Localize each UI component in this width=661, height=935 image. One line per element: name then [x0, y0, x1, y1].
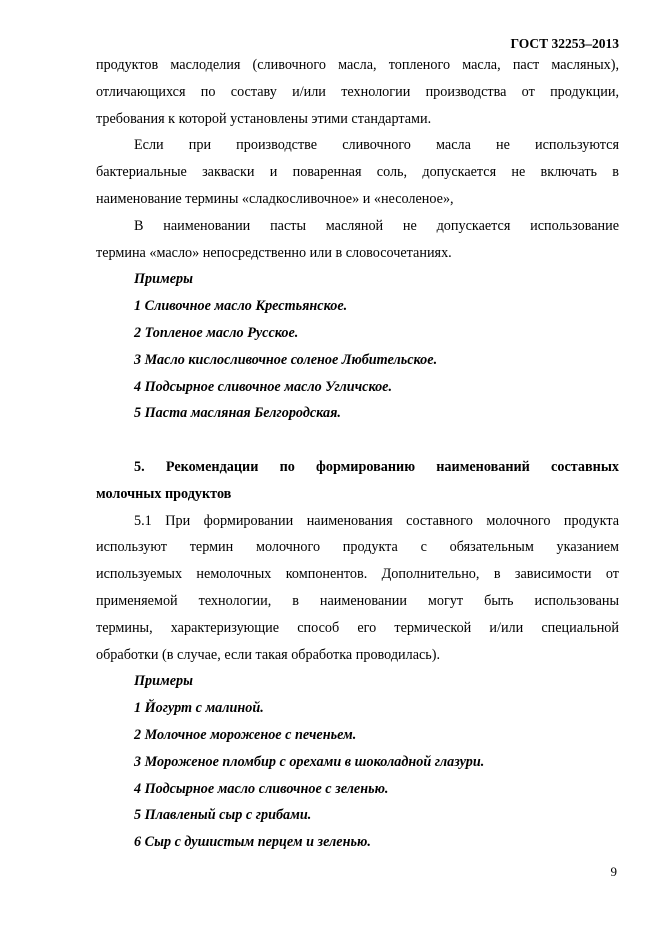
- text-line: В наименовании пасты масляной не допускается использование: [134, 217, 619, 234]
- text-line: применяемой технологии, в наименовании могут быть использованы: [96, 592, 619, 609]
- page-number: 9: [610, 864, 617, 879]
- example-item: 1 Йогурт с малиной.: [134, 700, 264, 717]
- text-line: термина «масло» непосредственно или в словосочетаниях.: [96, 244, 452, 261]
- text-line: продуктов маслоделия (сливочного масла, топленого масла, паст масляных),: [96, 57, 619, 73]
- example-item: 3 Масло кислосливочное соленое Любительское.: [134, 351, 438, 368]
- text-line: бактериальные закваски и поваренная соль, допускается не включать в: [96, 164, 619, 181]
- example-item: 2 Топленое масло Русское.: [134, 324, 299, 341]
- example-item: 4 Подсырное масло сливочное с зеленью.: [134, 780, 389, 797]
- example-item: 6 Сыр с душистым перцем и зеленью.: [134, 834, 371, 851]
- section-title: 5. Рекомендации по формированию наименований составных: [134, 458, 619, 475]
- text-line: Если при производстве сливочного масла не используются: [134, 137, 619, 154]
- text-line: термины, характеризующие способ его термической и/или специальной: [96, 619, 619, 636]
- example-item: 5 Плавленый сыр с грибами.: [134, 807, 312, 824]
- text-line: отличающихся по составу и/или технологии производства от продукции,: [96, 83, 619, 100]
- examples-heading: Примеры: [134, 673, 193, 690]
- examples-heading: Примеры: [134, 271, 193, 288]
- example-item: 4 Подсырное сливочное масло Угличское.: [134, 378, 393, 395]
- page-body: [96, 52, 619, 856]
- example-item: 2 Молочное мороженое с печеньем.: [134, 726, 357, 743]
- section-title: молочных продуктов: [96, 485, 232, 502]
- spacer: [96, 427, 619, 454]
- example-item: 1 Сливочное масло Крестьянское.: [134, 298, 348, 315]
- text-line: требования к которой установлены этими стандартами.: [96, 110, 432, 127]
- text-line: используемых немолочных компонентов. Дополнительно, в зависимости от: [96, 566, 619, 583]
- text-line: 5.1 При формировании наименования составного молочного продукта: [134, 512, 619, 529]
- text-line: обработки (в случае, если такая обработка проводилась).: [96, 646, 441, 663]
- document-code-header: ГОСТ 32253–2013: [510, 36, 619, 51]
- text-line: используют термин молочного продукта с обязательным указанием: [96, 539, 619, 556]
- example-item: 3 Мороженое пломбир с орехами в шоколадной глазури.: [134, 753, 485, 770]
- text-line: наименование термины «сладкосливочное» и «несоленое»,: [96, 190, 454, 207]
- example-item: 5 Паста масляная Белгородская.: [134, 405, 341, 422]
